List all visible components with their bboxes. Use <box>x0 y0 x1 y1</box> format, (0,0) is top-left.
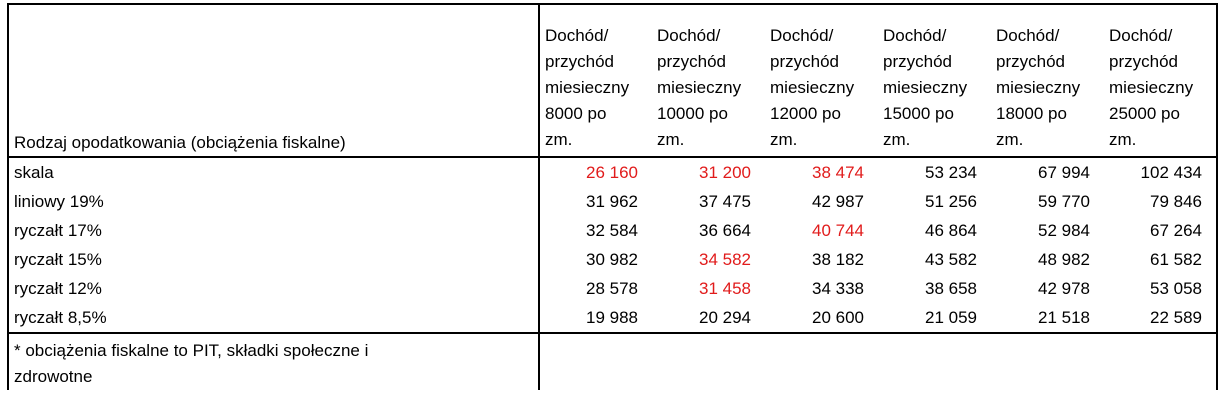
table-cell: 102 434 <box>1140 162 1202 182</box>
column-header-line: przychód <box>883 52 952 71</box>
table-cell: 37 475 <box>699 191 751 211</box>
column-header-line: przychód <box>770 52 839 71</box>
table-row <box>8 216 1217 245</box>
row-label: liniowy 19% <box>8 187 539 216</box>
row-label: ryczałt 15% <box>8 245 539 274</box>
column-header-line: zm. <box>996 130 1024 149</box>
table-cell: 67 264 <box>1150 220 1202 240</box>
table-cell: 53 234 <box>925 162 977 182</box>
column-header-line: Dochód/ <box>545 26 609 45</box>
column-header-line: miesieczny <box>1109 78 1194 97</box>
row-label: ryczałt 8,5% <box>8 303 539 333</box>
column-header-line: Dochód/ <box>883 26 947 45</box>
spreadsheet <box>7 3 1218 390</box>
column-header-line: 18000 po <box>996 104 1067 123</box>
table-cell: 20 600 <box>812 307 864 327</box>
table-cell: 21 518 <box>1038 307 1090 327</box>
column-header-line: zm. <box>770 130 798 149</box>
column-header <box>1104 4 1217 157</box>
column-header <box>652 4 765 157</box>
column-header-line: 12000 po <box>770 104 841 123</box>
table-cell: 59 770 <box>1038 191 1090 211</box>
column-header-line: 25000 po <box>1109 104 1180 123</box>
column-header-line: zm. <box>1109 130 1137 149</box>
column-header-line: Dochód/ <box>1109 26 1173 45</box>
table-cell: 31 962 <box>586 191 638 211</box>
table-cell: 19 988 <box>586 307 638 327</box>
table-cell: 30 982 <box>586 249 638 269</box>
table-row <box>8 303 1217 333</box>
table-cell: 36 664 <box>699 220 751 240</box>
column-header-line: 10000 po <box>657 104 728 123</box>
table-cell: 67 994 <box>1038 162 1090 182</box>
tax-comparison-table <box>7 3 1218 390</box>
table-row <box>8 187 1217 216</box>
column-header-line: zm. <box>883 130 911 149</box>
table-cell: 52 984 <box>1038 220 1090 240</box>
column-header-line: przychód <box>1109 52 1178 71</box>
footnote-row <box>8 333 1217 390</box>
table-cell: 31 200 <box>699 162 751 182</box>
column-header <box>878 4 991 157</box>
table-cell: 53 058 <box>1150 278 1202 298</box>
table-cell: 22 589 <box>1150 307 1202 327</box>
column-header-line: miesieczny <box>545 78 630 97</box>
table-cell: 43 582 <box>925 249 977 269</box>
column-header-line: 15000 po <box>883 104 954 123</box>
table-cell: 38 182 <box>812 249 864 269</box>
column-header-line: miesieczny <box>657 78 742 97</box>
column-header-line: przychód <box>996 52 1065 71</box>
table-cell: 42 987 <box>812 191 864 211</box>
table-cell: 32 584 <box>586 220 638 240</box>
empty-cell <box>539 333 1217 390</box>
footnote <box>8 333 539 390</box>
table-cell: 31 458 <box>699 278 751 298</box>
table-cell: 61 582 <box>1150 249 1202 269</box>
column-header <box>991 4 1104 157</box>
column-header-line: zm. <box>545 130 573 149</box>
table-cell: 28 578 <box>586 278 638 298</box>
table-cell: 51 256 <box>925 191 977 211</box>
table-row <box>8 274 1217 303</box>
table-cell: 20 294 <box>699 307 751 327</box>
table-cell: 46 864 <box>925 220 977 240</box>
table-cell: 38 474 <box>812 162 864 182</box>
footnote-line: * obciążenia fiskalne to PIT, składki społeczne i <box>14 341 369 360</box>
header-row <box>8 4 1217 157</box>
footnote-line: zdrowotne <box>14 367 93 386</box>
table-cell: 79 846 <box>1150 191 1202 211</box>
column-header <box>539 4 652 157</box>
row-label: ryczałt 12% <box>8 274 539 303</box>
column-header <box>765 4 878 157</box>
column-header-line: zm. <box>657 130 685 149</box>
row-label: skala <box>8 157 539 187</box>
column-header-line: Dochód/ <box>657 26 721 45</box>
column-header-line: przychód <box>545 52 614 71</box>
table-row <box>8 245 1217 274</box>
table-row <box>8 157 1217 187</box>
table-cell: 48 982 <box>1038 249 1090 269</box>
header-tax-type: Rodzaj opodatkowania (obciążenia fiskalne) <box>8 4 539 157</box>
table-cell: 21 059 <box>925 307 977 327</box>
column-header-line: miesieczny <box>883 78 968 97</box>
table-cell: 34 582 <box>699 249 751 269</box>
column-header-line: 8000 po <box>545 104 607 123</box>
table-cell: 38 658 <box>925 278 977 298</box>
table-cell: 42 978 <box>1038 278 1090 298</box>
table-cell: 26 160 <box>586 162 638 182</box>
column-header-line: przychód <box>657 52 726 71</box>
table-cell: 34 338 <box>812 278 864 298</box>
column-header-line: Dochód/ <box>996 26 1060 45</box>
column-header-line: miesieczny <box>770 78 855 97</box>
column-header-line: Dochód/ <box>770 26 834 45</box>
table-cell: 40 744 <box>812 220 864 240</box>
row-label: ryczałt 17% <box>8 216 539 245</box>
column-header-line: miesieczny <box>996 78 1081 97</box>
